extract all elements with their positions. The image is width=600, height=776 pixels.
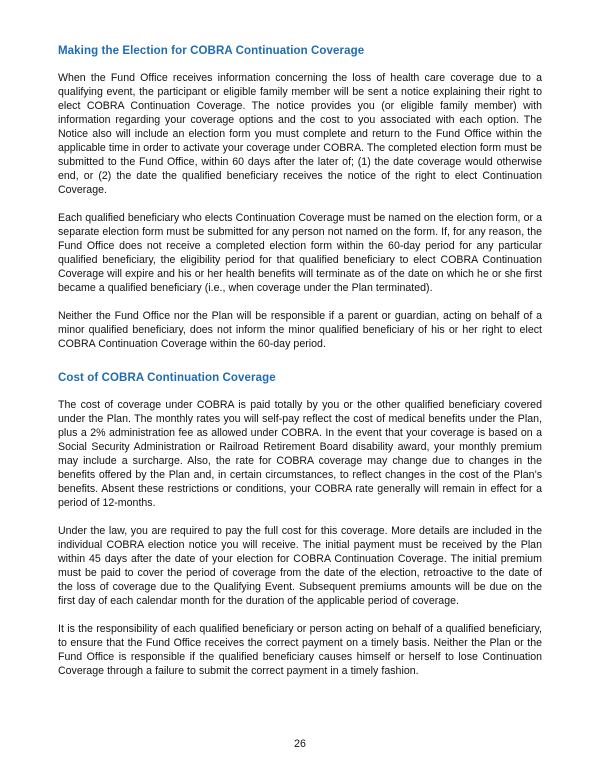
paragraph: Under the law, you are required to pay the full cost for this coverage. More details are included in the individual COBRA election notice you will receive. The initial payment must be received by the Plan within 45 days after the date of your election for COBRA Continuation Coverage. The initial premium must be paid to cover the period of coverage from the date of the election, retroactive to the date of the loss of coverage due to the Qualifying Event. Subsequent premiums amounts will be due on the first day of each calendar month for the duration of the applicable period of coverage.: [58, 524, 542, 607]
page-number: 26: [294, 738, 306, 750]
section-heading-making-the-election: Making the Election for COBRA Continuation Coverage: [58, 45, 365, 57]
section-heading-cost-of-cobra: Cost of COBRA Continuation Coverage: [58, 371, 276, 384]
paragraph: When the Fund Office receives information concerning the loss of health care coverage due to a qualifying event, the participant or eligible family member will be sent a notice explaining their right to elect COBRA Continuation Coverage. The notice provides you (or eligible family member) with information regarding your coverage options and the cost to you associated with each option. The Notice also will include an election form you must complete and return to the Fund Office within the applicable time in order to activate your coverage under COBRA. The completed election form must be submitted to the Fund Office, within 60 days after the later of; (1) the date coverage would otherwise end, or (2) the date the qualified beneficiary receives the notice of the right to elect Continuation Coverage.: [58, 72, 542, 197]
paragraph: Each qualified beneficiary who elects Continuation Coverage must be named on the election form, or a separate election form must be submitted for any person not named on the form. If, for any reason, the Fund Office does not receive a completed election form within the 60-day period for any particular qualified beneficiary, the eligibility period for that qualified beneficiary to elect COBRA Continuation Coverage will expire and his or her health benefits will terminate as of the date on which he or she first became a qualified beneficiary (i.e., when coverage under the Plan terminated).: [58, 211, 542, 295]
paragraph: The cost of coverage under COBRA is paid totally by you or the other qualified beneficiary covered under the Plan. The monthly rates you will self-pay reflect the cost of medical benefits under the Plan, plus a 2% administration fee as allowed under COBRA. In the event that your coverage is based on a Social Security Administration or Railroad Retirement Board disability award, your monthly premium may include a surcharge. Also, the rate for COBRA coverage may change due to changes in the benefits offered by the Plan and, in certain circumstances, to reflect changes in the cost of the Plan’s benefits. Absent these restrictions or conditions, your COBRA rate generally will remain in effect for a period of 12-months.: [58, 398, 542, 510]
paragraph: It is the responsibility of each qualified beneficiary or person acting on behalf of a qualified beneficiary, to ensure that the Fund Office receives the correct payment on a timely basis. Neither the Plan or the Fund Office is responsible if the qualified beneficiary causes himself or herself to lose Continuation Coverage through a failure to submit the correct payment in a timely fashion.: [58, 622, 542, 677]
page-content: [58, 44, 542, 678]
paragraph: Neither the Fund Office nor the Plan will be responsible if a parent or guardian, acting on behalf of a minor qualified beneficiary, does not inform the minor qualified beneficiary of his or her right to elect COBRA Continuation Coverage within the 60-day period.: [58, 309, 542, 350]
